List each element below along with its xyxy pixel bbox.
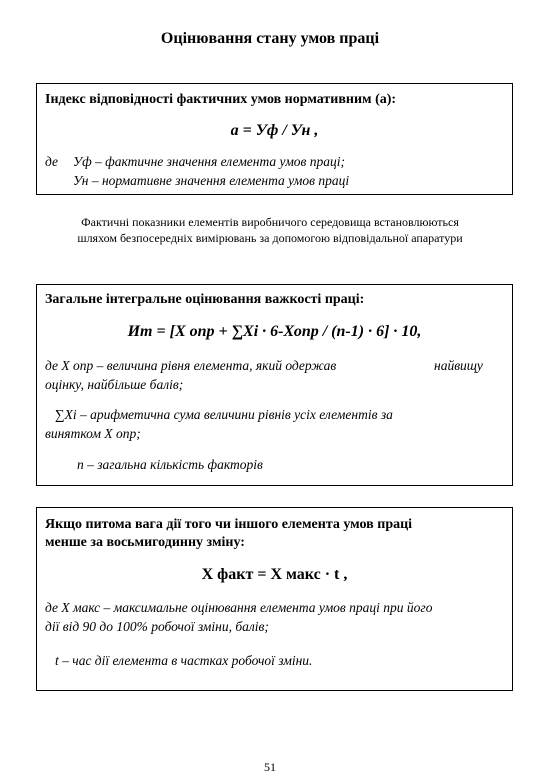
integral-assessment-heading: Загальне інтегральне оцінювання важкості праці:	[45, 292, 365, 307]
definition-sum-xi: ∑Хі – арифметична сума величини рівнів усіх елементів за	[55, 407, 393, 422]
definition-sum-xi-cont: винятком Х опр;	[45, 426, 141, 441]
partial-shift-heading-line2: менше за восьмигодинну зміну:	[45, 535, 245, 550]
definition-x-max: де Х макс – максимальне оцінювання елемента умов праці при його	[45, 600, 433, 615]
definition-lead: де	[45, 154, 58, 169]
measurement-note: Фактичні показники елементів виробничого середовища встановлюються шляхом безпосередніх вимірювань за допомогою відповідальної апаратури	[77, 215, 463, 245]
compliance-index-formula: а = Уф / Ун ,	[230, 122, 319, 139]
definition-n: n – загальна кількість факторів	[77, 457, 263, 472]
compliance-index-box	[36, 83, 513, 195]
partial-shift-formula: Х факт = Х макс · t ,	[201, 566, 348, 583]
page-title: Оцінювання стану умов праці	[160, 30, 380, 47]
integral-assessment-formula: Ит = [Х опр + ∑Хі · 6-Хопр / (n-1) · 6] · 10,	[127, 323, 422, 340]
partial-shift-box	[36, 507, 513, 691]
definition-x-max-cont: дії від 90 до 100% робочої зміни, балів;	[45, 619, 269, 634]
integral-assessment-box	[36, 284, 513, 486]
partial-shift-heading-line1: Якщо питома вага дії того чи іншого елемента умов праці	[45, 517, 413, 532]
definition-x-opr-cont: оцінку, найбільше балів;	[45, 377, 184, 392]
page-number: 51	[264, 760, 276, 774]
definition-x-opr-highest: найвищу	[434, 358, 483, 373]
definition-x-opr: де Х опр – величина рівня елемента, який одержав	[45, 358, 337, 373]
compliance-index-heading: Індекс відповідності фактичних умов нормативним (а):	[45, 92, 397, 107]
definition-normative-value: Ун – нормативне значення елемента умов праці	[73, 173, 350, 188]
definition-t: t – час дії елемента в частках робочої зміни.	[55, 653, 313, 668]
definition-actual-value: Уф – фактичне значення елемента умов праці;	[73, 154, 346, 169]
